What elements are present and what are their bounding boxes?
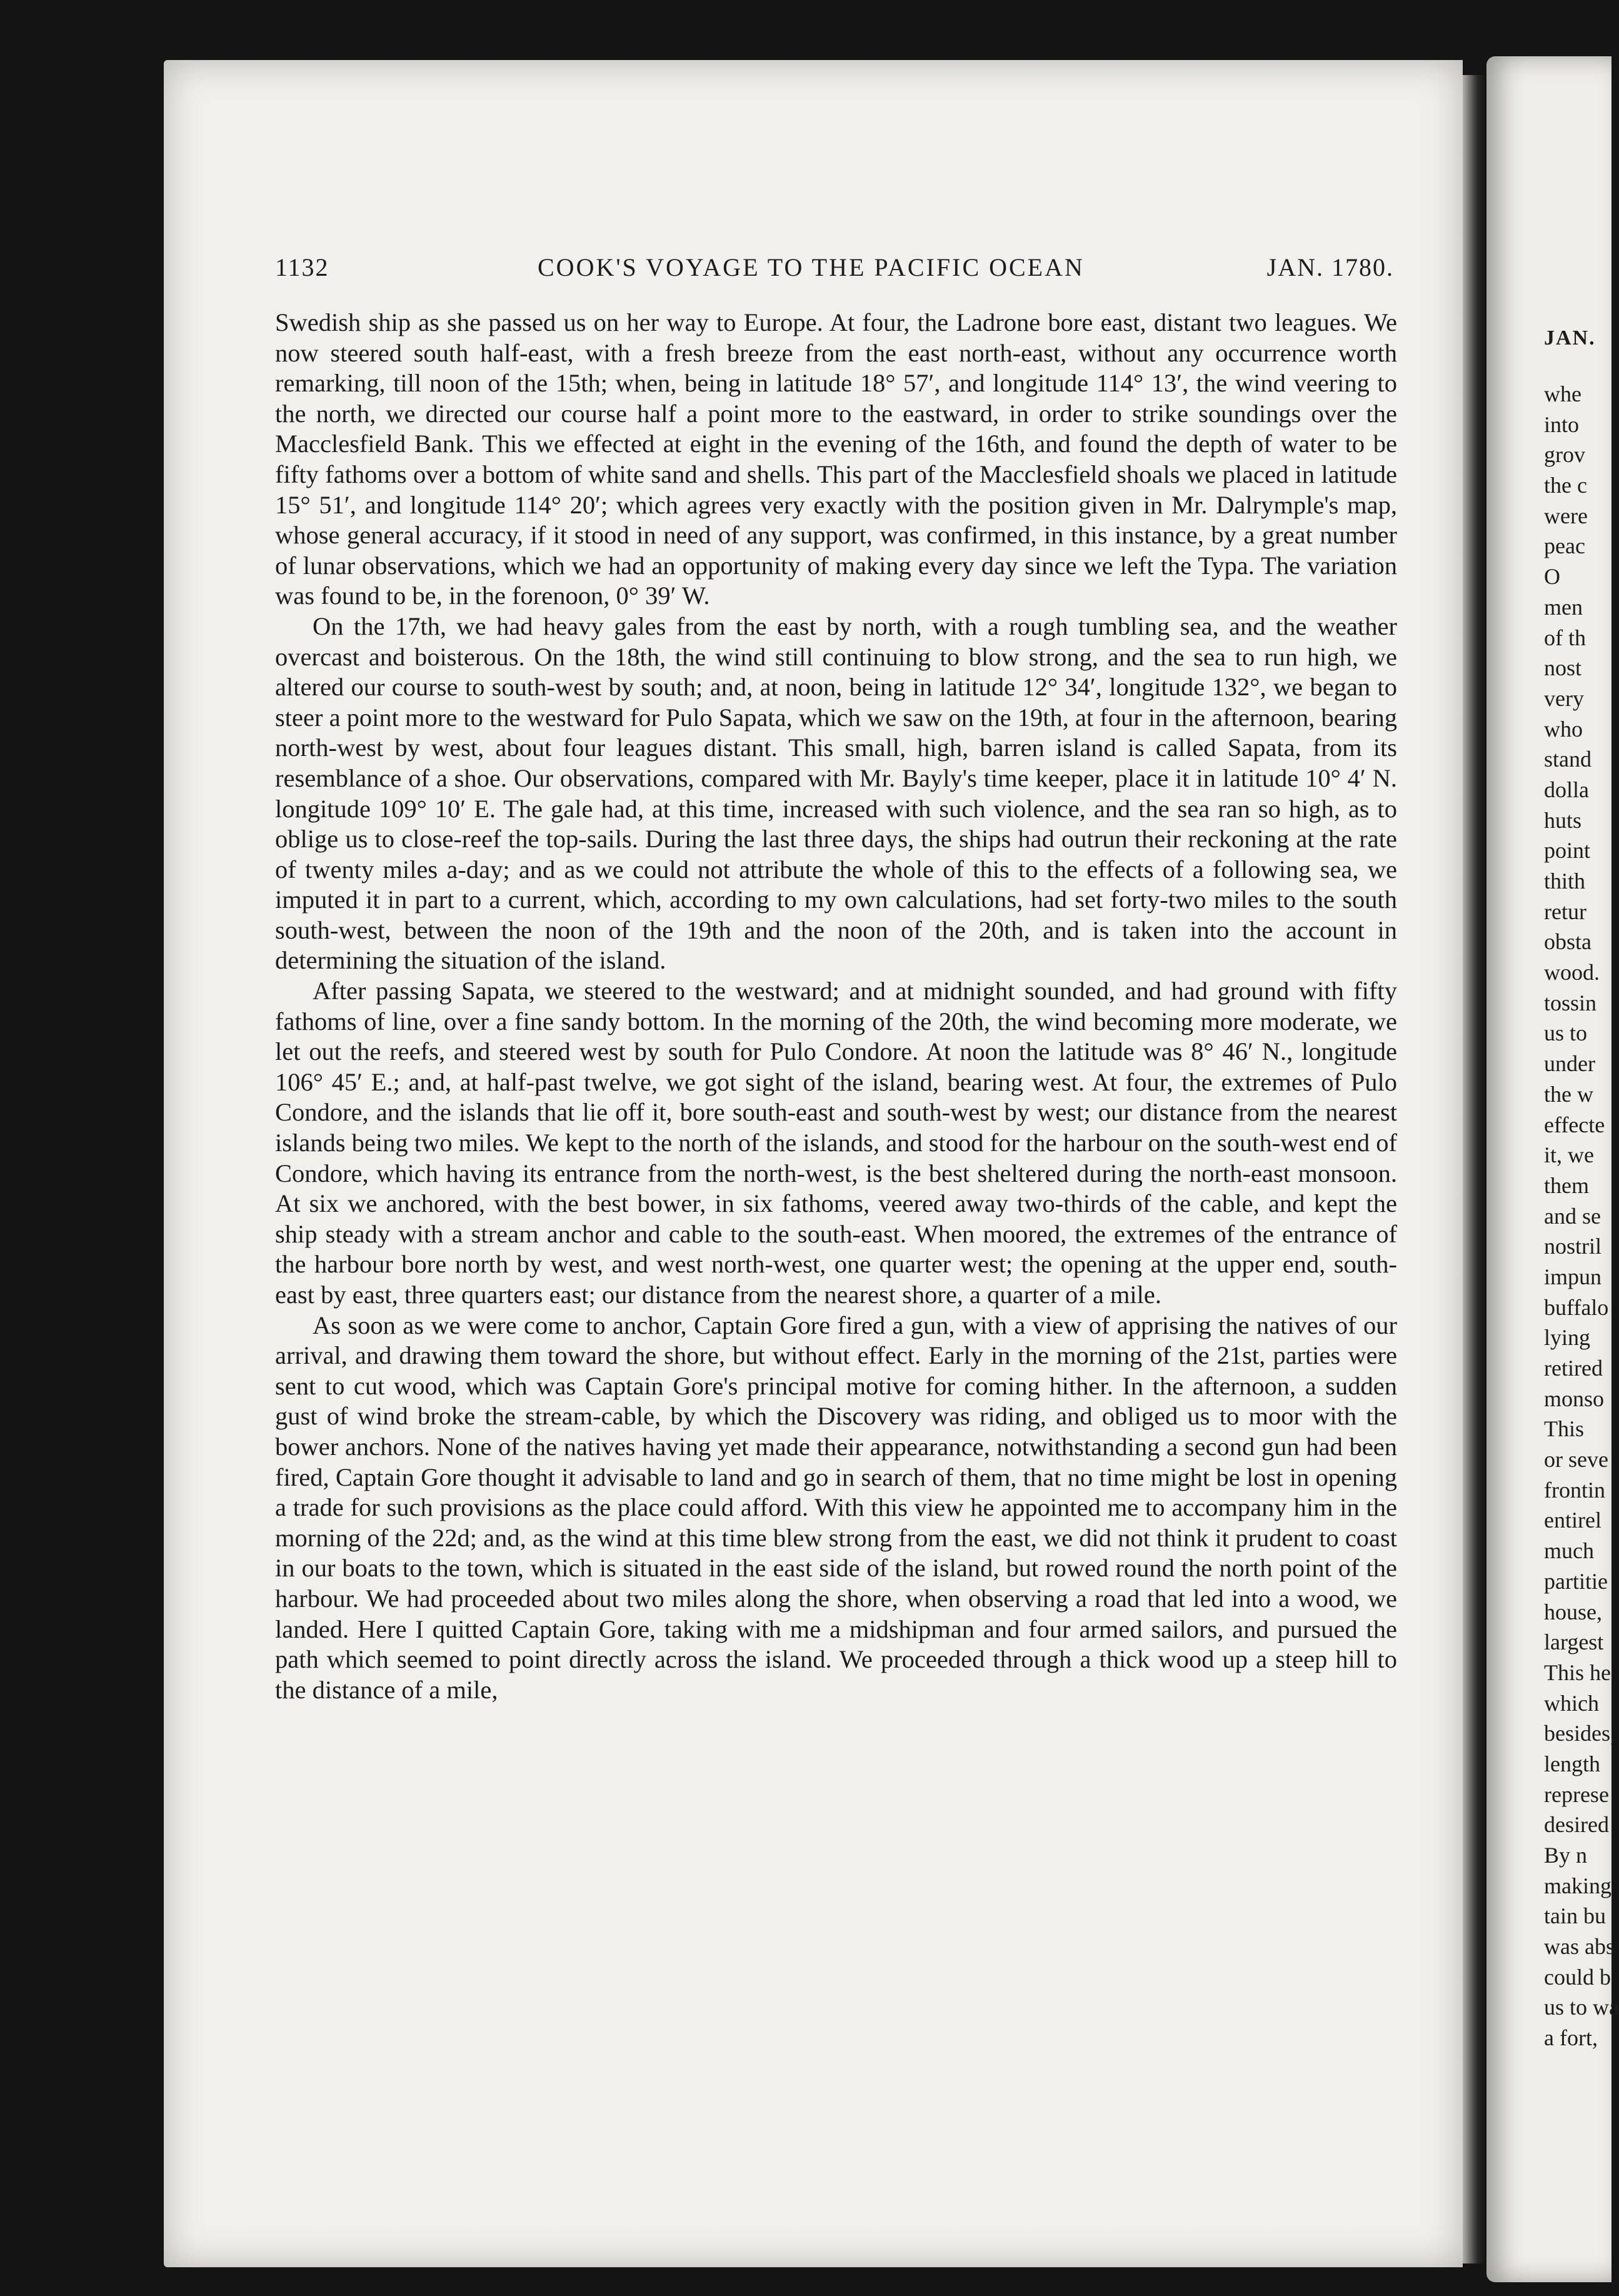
right-page-line-fragment: stand (1544, 747, 1591, 772)
right-page-line-fragment: very (1544, 685, 1584, 711)
right-page-line-fragment: desired (1544, 1812, 1609, 1838)
right-page-line-fragment: men (1544, 594, 1583, 620)
paragraph: Swedish ship as she passed us on her way to Europe. At four, the Ladrone bore east, distant two leagues. We now steered south half-east, with a fresh breeze from the east north-east, without any occurrence worth remarking, till noon of the 15th; when, being in latitude 18° 57′, and longitude 114° 13′, the wind veering to the north, we directed our course half a point more to the eastward, in order to strike soundings over the Macclesfield Bank. This we effected at eight in the evening of the 16th, and found the depth of water to be fifty fathoms over a bottom of white sand and shells. This part of the Macclesfield shoals we placed in latitude 15° 51′, and longitude 114° 20′; which agrees very exactly with the position given in Mr. Dalrymple's map, whose general accuracy, if it stood in need of any support, was confirmed, in this instance, by a great number of lunar observations, which we had an opportunity of making every day since we left the Typa. The variation was found to be, in the forenoon, 0° 39′ W. (275, 308, 1397, 610)
right-page-line-fragment: them (1544, 1172, 1589, 1198)
right-page-line-fragment: monso (1544, 1386, 1605, 1411)
page-number: 1132 (275, 253, 329, 281)
right-page-line-fragment: who (1544, 716, 1583, 742)
paragraph: On the 17th, we had heavy gales from the east by north, with a rough tumbling sea, and the weather overcast and boisterous. On the 18th, the wind still continuing to blow strong, and the sea to run high, we altered our course to south-west by south; and, at noon, being in latitude 12° 34′, longitude 132°, we began to steer a point more to the westward for Pulo Sapata, which we saw on the 19th, at four in the afternoon, bearing north-west by west, about four leagues distant. This small, high, barren island is called Sapata, from its resemblance of a shoe. Our observations, compared with Mr. Bayly's time keeper, place it in latitude 10° 4′ N. longitude 109° 10′ E. The gale had, at this time, increased with such violence, and the sea ran so high, as to oblige us to close-reef the top-sails. During the last three days, the ships had outrun their reckoning at the rate of twenty miles a-day; and as we could not attribute the whole of this to the effects of a following sea, we imputed it in part to a current, which, according to my own calculations, had set forty-two miles to the south south-west, between the noon of the 19th and the noon of the 20th, and is taken into the account in determining the situation of the island. (275, 612, 1397, 975)
paragraph: As soon as we were come to anchor, Captain Gore fired a gun, with a view of apprising the natives of our arrival, and drawing them toward the shore, but without effect. Early in the morning of the 21st, parties were sent to cut wood, which was Captain Gore's principal motive for coming hither. In the afternoon, a sudden gust of wind broke the stream-cable, by which the Discovery was riding, and obliged us to moor with the bower anchors. None of the natives having yet made their appearance, notwithstanding a second gun had been fired, Captain Gore thought it advisable to land and go in search of them, that no time might be lost in opening a trade for such provisions as the place could afford. With this view he appointed me to accompany him in the morning of the 22d; and, as the wind at this time blew strong from the east, we did not think it prudent to coast in our boats to the town, which is situated in the east side of the island, but rowed round the north point of the harbour. We had proceeded about two miles along the shore, when observing a road that led into a wood, we landed. Here I quitted Captain Gore, taking with me a midshipman and four armed sailors, and pursued the path which seemed to point directly across the island. We proceeded through a thick wood up a steep hill to the distance of a mile, (275, 1311, 1397, 1704)
right-page-line-fragment: us to (1544, 1020, 1588, 1046)
right-page-line-fragment: or seve (1544, 1447, 1608, 1473)
right-page-line-fragment: grov (1544, 442, 1585, 468)
right-page-line-fragment: us to wa (1544, 1995, 1619, 2020)
right-page-line-fragment: wood. (1544, 960, 1600, 985)
right-page-edge (1486, 56, 1619, 2282)
right-page-line-fragment: represe (1544, 1781, 1609, 1807)
paragraph: After passing Sapata, we steered to the westward; and at midnight sounded, and had ground with fifty fathoms of line, over a fine sandy bottom. In the morning of the 20th, the wind becoming more moderate, we let out the reefs, and steered west by south for Pulo Condore. At noon the latitude was 8° 46′ N., longitude 106° 45′ E.; and, at half-past twelve, we got sight of the island, bearing west. At four, the extremes of Pulo Condore, and the islands that lie off it, bore south-east and south-west by west; our distance from the nearest islands being two miles. We kept to the north of the islands, and stood for the harbour on the south-west end of Condore, which having its entrance from the north-west, is the best sheltered during the north-east monsoon. At six we anchored, with the best bower, in six fathoms, veered away two-thirds of the cable, and kept the ship steady with a stream anchor and cable to the south-east. When moored, the extremes of the entrance of the harbour bore north by west, and west north-west, one quarter west; the opening at the upper end, south-east by east, three quarters east; our distance from the nearest shore, a quarter of a mile. (275, 977, 1397, 1309)
right-page-text-fragments (1544, 379, 1619, 2053)
date-heading: JAN. 1780. (1266, 253, 1394, 281)
right-page-line-fragment: which (1544, 1690, 1599, 1716)
right-page-line-fragment: much (1544, 1538, 1594, 1564)
body-text (275, 308, 1397, 2183)
right-page-line-fragment: thith (1544, 869, 1586, 894)
right-page-line-fragment: entirel (1544, 1508, 1601, 1533)
running-header (275, 253, 1394, 290)
right-page-line-fragment: the w (1544, 1081, 1593, 1107)
right-page-line-fragment: tossin (1544, 990, 1597, 1015)
right-page-line-fragment: retur (1544, 899, 1586, 924)
right-page-line-fragment: into (1544, 411, 1580, 437)
right-page-line-fragment: O (1544, 564, 1560, 590)
running-title: COOK'S VOYAGE TO THE PACIFIC OCEAN (538, 253, 1085, 281)
right-page-line-fragment: a fort, (1544, 2025, 1598, 2051)
right-page-line-fragment: This (1544, 1416, 1585, 1442)
right-page-line-fragment: nostril (1544, 1234, 1602, 1259)
right-page-line-fragment: partitie (1544, 1568, 1608, 1594)
right-page-line-fragment: By n (1544, 1843, 1588, 1868)
right-page-line-fragment: could b (1544, 1964, 1611, 1990)
right-page-line-fragment: effecte (1544, 1112, 1605, 1137)
right-page-line-fragment: tain bu (1544, 1903, 1606, 1929)
right-page-line-fragment: nost (1544, 655, 1582, 681)
right-page-line-fragment: under (1544, 1051, 1595, 1077)
right-page-line-fragment: peac (1544, 533, 1585, 559)
right-page-line-fragment: This he (1544, 1659, 1611, 1685)
right-page-line-fragment: was abs (1544, 1934, 1615, 1960)
right-page-line-fragment: house, (1544, 1599, 1602, 1624)
right-page-line-fragment: besides, (1544, 1721, 1616, 1746)
right-page-line-fragment: it, we (1544, 1142, 1594, 1168)
right-page-line-fragment: dolla (1544, 777, 1589, 802)
right-page-line-fragment: obsta (1544, 929, 1591, 955)
right-page-line-fragment: retired (1544, 1356, 1603, 1381)
right-page-line-fragment: and se (1544, 1203, 1601, 1229)
right-page-line-fragment: point (1544, 838, 1591, 864)
right-page-line-fragment: were (1544, 503, 1588, 528)
right-page-line-fragment: buffalo (1544, 1294, 1609, 1320)
right-page-line-fragment: frontin (1544, 1477, 1605, 1503)
right-page-line-fragment: lying (1544, 1325, 1591, 1351)
book-gutter (1461, 75, 1488, 2263)
right-page-header: JAN. (1544, 326, 1596, 350)
right-page-line-fragment: of th (1544, 625, 1586, 650)
right-page-line-fragment: length (1544, 1751, 1600, 1776)
right-page-line-fragment: whe (1544, 381, 1581, 406)
right-page-line-fragment: impun (1544, 1264, 1602, 1289)
right-page-line-fragment: the c (1544, 473, 1587, 498)
right-page-line-fragment: huts (1544, 807, 1582, 833)
right-page-line-fragment: largest (1544, 1629, 1604, 1655)
right-page-line-fragment: making (1544, 1873, 1611, 1898)
